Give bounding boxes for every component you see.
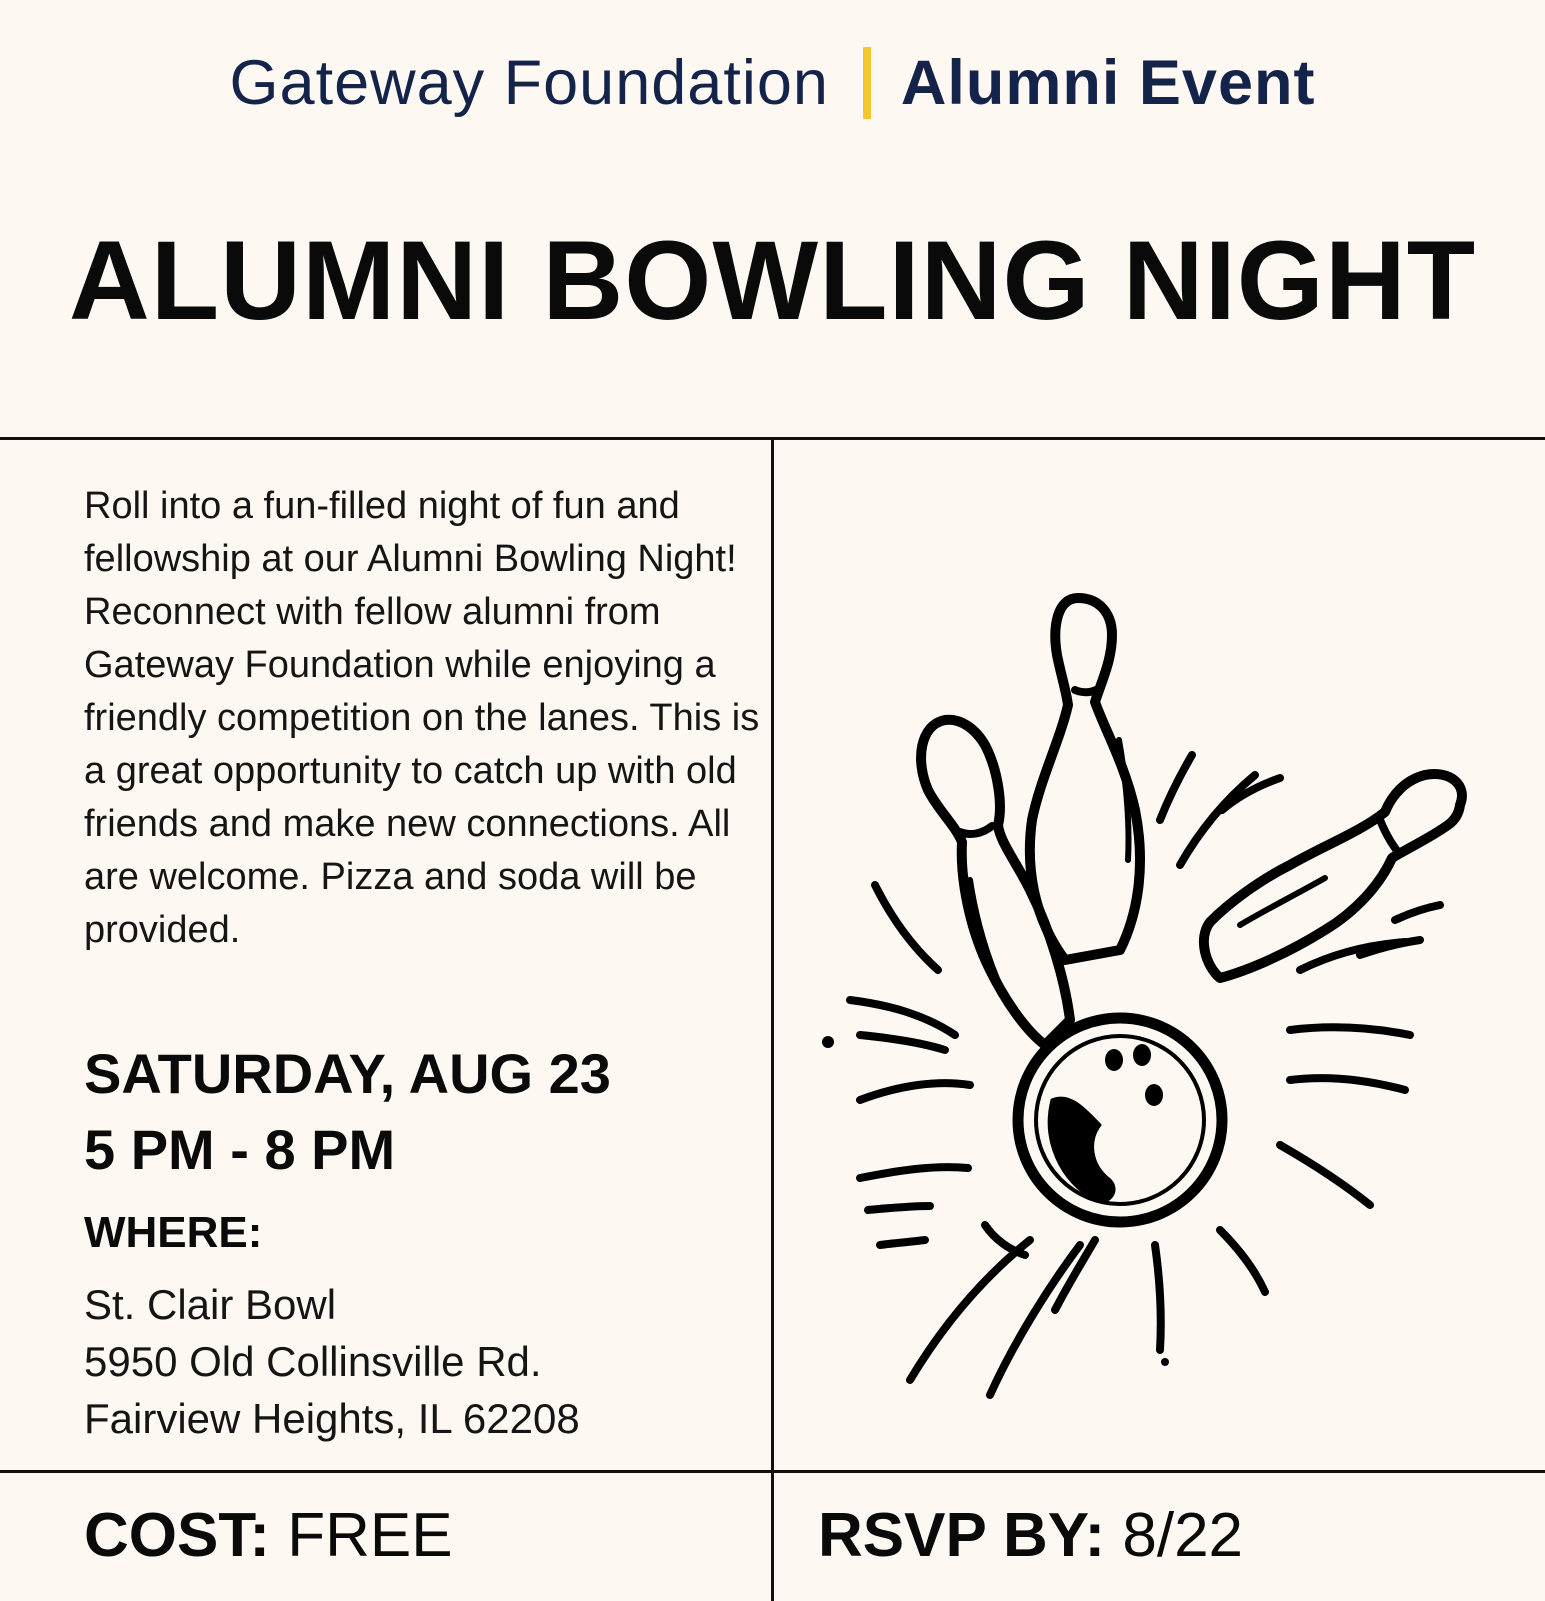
bowling-pin-center-icon xyxy=(1030,598,1140,960)
address xyxy=(84,1276,580,1447)
column-divider xyxy=(771,437,774,1601)
header xyxy=(0,38,1545,128)
event-description: Roll into a fun-filled night of fun and fellowship at our Alumni Bowling Night! Reconnect with fellow alumni from Gateway Foundation while enjoying a friendly competition on the lanes. This is a great opportunity to catch up with old friends and make new connections. All are welcome. Pizza and soda will be provided. xyxy=(84,485,760,951)
rsvp-value: 8/22 xyxy=(1122,1501,1244,1570)
bowling-strike-icon xyxy=(820,580,1500,1420)
venue-name: St. Clair Bowl xyxy=(84,1281,337,1328)
bowling-ball-icon xyxy=(1018,1018,1222,1222)
impact-lines-icon xyxy=(850,755,1440,1395)
event-datetime xyxy=(84,1036,611,1188)
impact-dot-icon xyxy=(1161,1358,1169,1366)
impact-dot-icon xyxy=(822,1036,834,1048)
cost-info xyxy=(84,1500,453,1571)
rsvp-label: RSVP BY: xyxy=(818,1501,1106,1570)
event-time: 5 PM - 8 PM xyxy=(84,1118,396,1181)
street-address: 5950 Old Collinsville Rd. xyxy=(84,1338,542,1385)
cost-value: FREE xyxy=(287,1501,453,1570)
header-divider xyxy=(863,47,871,119)
organization-name: Gateway Foundation xyxy=(229,48,829,118)
city-address: Fairview Heights, IL 62208 xyxy=(84,1395,580,1442)
page-title: ALUMNI BOWLING NIGHT xyxy=(68,218,1477,343)
cost-label: COST: xyxy=(84,1501,270,1570)
footer-divider xyxy=(0,1470,1545,1473)
event-type: Alumni Event xyxy=(900,48,1316,118)
rsvp-info xyxy=(818,1500,1243,1571)
bowling-pin-right-icon xyxy=(1204,774,1462,978)
event-date: SATURDAY, AUG 23 xyxy=(84,1042,611,1105)
where-label: WHERE: xyxy=(84,1208,263,1257)
